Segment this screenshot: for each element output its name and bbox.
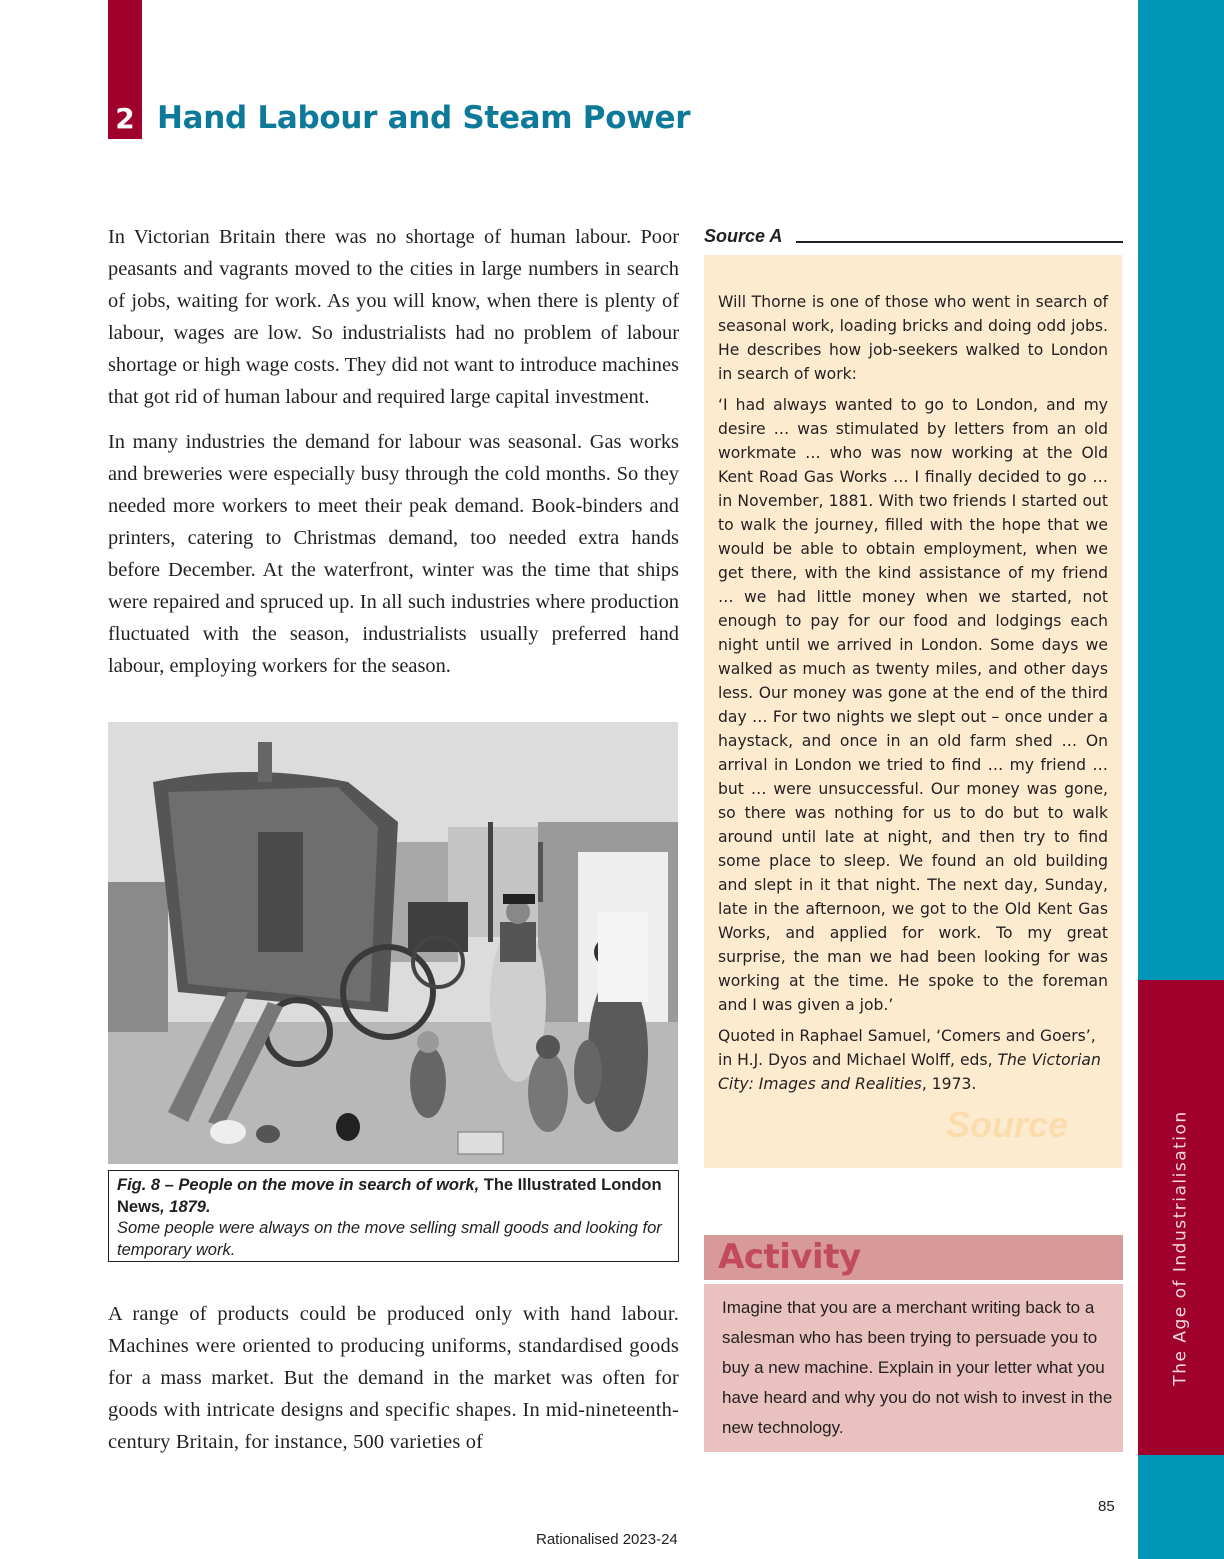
activity-heading: Activity (718, 1237, 861, 1277)
source-intro: Will Thorne is one of those who went in search of seasonal work, loading bricks and doing odd jobs. He describes how job-seekers walked to London in search of work: (718, 293, 1108, 383)
activity-header (704, 1235, 1123, 1280)
caption-year: , 1879. (160, 1197, 211, 1216)
citation-suffix: , 1973. (921, 1075, 977, 1093)
activity-text: Imagine that you are a merchant writing back to a salesman who has been trying to persuade you to buy a new machine. Explain in your letter what you have heard and why you do not wish to invest in the new technology. (722, 1298, 1113, 1437)
caption-label: Fig. 8 – People on the move in search of work, (117, 1176, 480, 1194)
paragraph: In many industries the demand for labour was seasonal. Gas works and breweries were especially busy through the cold months. So they needed more workers to meet their peak demand. Book-binders and printers, catering to Christmas demand, too needed extra hands before December. At the waterfront, winter was the time that ships were repaired and spruced up. In all such industries where production fluctuated with the season, industrialists usually preferred hand labour, employing workers for the season. (108, 431, 679, 677)
source-a-text (718, 290, 1108, 1103)
caption-description: Some people were always on the move selling small goods and looking for temporary work. (117, 1219, 662, 1259)
figure-illustration (108, 722, 678, 1164)
source-quote: ‘I had always wanted to go to London, and my desire … was stimulated by letters from an old workmate … who was now working at the Old Kent Road Gas Works … I finally decided to go … in November, 1881. With two friends I started out to walk the journey, filled with the hope that we would be able to obtain employment, when we get there, with the kind assistance of my friend … we had little money when we started, not enough to pay for our food and lodgings each night until we arrived in London. Some days we walked as much as twenty miles, and other days less. Our money was gone at the end of the third day … For two nights we slept out – once under a haystack, and once in an old farm shed … On arrival in London we tried to find … my friend … but … were unsuccessful. Our money was gone, so there was nothing for us to do but to walk around until late at night, and then try to find some place to sleep. We found an old building and slept in it that night. The next day, Sunday, late in the afternoon, we got to the Old Kent Gas Works, and applied for work. To my great surprise, the man we had been looking for was working at the time. He spoke to the foreman and I was given a job.’ (718, 396, 1108, 1014)
citation-title: The Victorian City: Images and Realities (718, 1051, 1101, 1093)
source-watermark: Source (946, 1104, 1069, 1145)
book-title-text: The Age of Industrialisation (1171, 1109, 1192, 1386)
citation-prefix: Quoted in Raphael Samuel, ‘Comers and Goers’, in H.J. Dyos and Michael Wolff, eds, (718, 1027, 1096, 1069)
source-citation (718, 1024, 1108, 1096)
source-a-label: Source A (704, 226, 783, 246)
paragraph: In Victorian Britain there was no shortage of human labour. Poor peasants and vagrants moved to the cities in large numbers in search of jobs, waiting for work. As you will know, when there is plenty of labour, wages are low. So industrialists had no problem of labour shortage or high wage costs. They did not want to introduce machines that got rid of human labour and required large capital investment. (108, 226, 679, 408)
paragraph: A range of products could be produced only with hand labour. Machines were oriented to producing uniforms, standardised goods for a mass market. But the demand in the market was often for goods with intricate designs and specific shapes. In mid-nineteenth-century Britain, for instance, 500 varieties of (108, 1303, 679, 1453)
chapter-number: 2 (115, 102, 135, 135)
footer-note: Rationalised 2023-24 (536, 1531, 678, 1548)
figure-caption (108, 1170, 679, 1262)
caravan-engraving-image (108, 722, 678, 1164)
body-text-top (108, 221, 679, 695)
caption-source: The Illustrated London News (117, 1176, 662, 1216)
body-text-bottom (108, 1298, 679, 1471)
book-title-vertical (1138, 980, 1224, 1455)
chapter-title: Hand Labour and Steam Power (157, 100, 691, 136)
source-a-rule (796, 241, 1123, 243)
page-number: 85 (1098, 1498, 1115, 1515)
